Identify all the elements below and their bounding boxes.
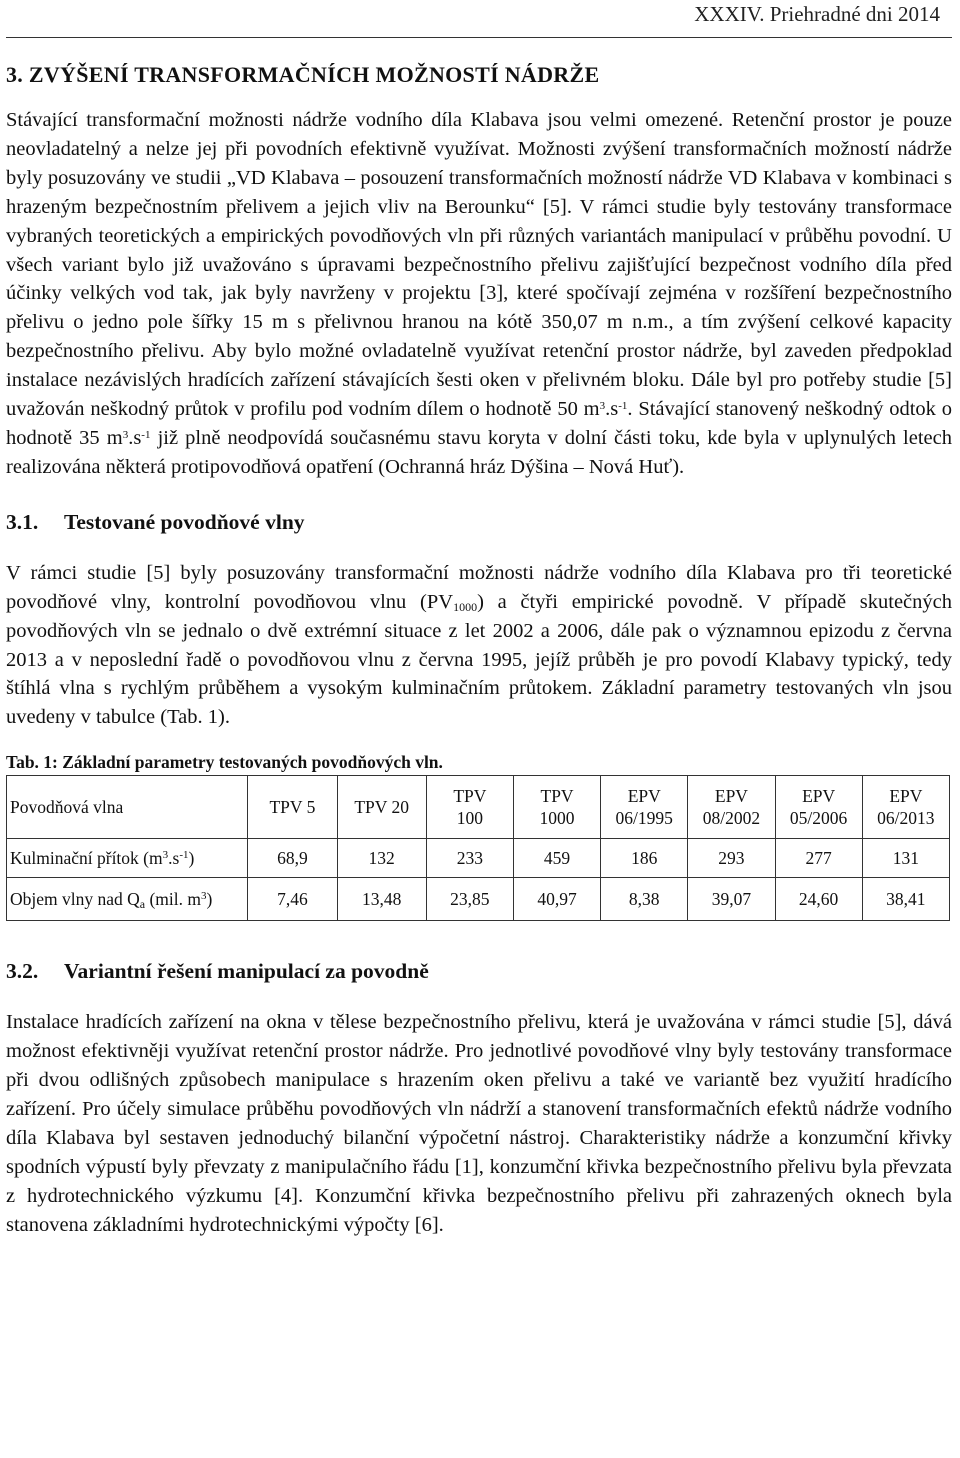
table-cell: 40,97 xyxy=(513,878,600,921)
header-line: 05/2006 xyxy=(789,808,848,829)
table-cell: 8,38 xyxy=(601,878,688,921)
header-line: 06/2013 xyxy=(877,808,935,829)
section-3-title: 3. ZVÝŠENÍ TRANSFORMAČNÍCH MOŽNOSTÍ NÁDRŽE xyxy=(6,62,600,87)
superscript: 3 xyxy=(201,890,207,903)
header-cell xyxy=(775,776,862,839)
table-cell: 293 xyxy=(688,839,775,878)
text-run: V rámci studie [5] byly posuzovány transformační možnosti nádrže vodního díla Klabava pro tři teoretické povodňové vlny, kontrolní povodňovou vlnu (PV xyxy=(6,561,952,613)
header-cell: TPV 20 xyxy=(337,776,426,839)
header-cell: TPV 5 xyxy=(248,776,337,839)
table-caption: Tab. 1: Základní parametry testovaných povodňových vln. xyxy=(6,752,443,773)
row-label xyxy=(7,878,248,921)
text-run: Stávající transformační možnosti nádrže vodního díla Klabava jsou velmi omezené. Retenční prostor je pouze neovladatelný a nelze jej při povodních efektivně využívat. Možnosti zvýšení transformačních možností nádrže byly posuzovány ve studii „VD Klabava – posouzení transformačních možností nádrže VD Klabava v kombinaci s hrazeným bezpečnostním přelivem a jejich vliv na Berounku“ [5]. V rámci studie byly testovány transformace vybraných teoretických a empirických povodňových vln při různých variantách manipulací v průběhu povodní. U všech variant bylo již uvažováno s úpravami bezpečnostního přelivu zajišťující bezpečnost vodního díla před účinky velkých vod tak, jak byly navrženy v projektu [3], které spočívají zejména v rozšíření bezpečnostního přelivu o jedno pole šířky 15 m s přelivnou hranou na kótě 350,07 m n.m., a tím zvýšení celkové kapacity bezpečnostního přelivu. Aby bylo možné ovladatelně využívat retenční prostor nádrže, byl zaveden předpoklad instalace nezávislých hradících zařízení stávajících šesti oken v přelivném bloku. Dále byl pro potřeby studie [5] uvažován neškodný průtok v profilu pod vodním dílem o hodnotě 50 m xyxy=(6,109,952,421)
header-line: TPV xyxy=(540,786,574,807)
table-cell: 132 xyxy=(337,839,426,878)
header-line: 06/1995 xyxy=(615,808,673,829)
table-cell: 24,60 xyxy=(775,878,862,921)
superscript: -1 xyxy=(141,428,151,441)
header-cell xyxy=(862,776,949,839)
table-cell: 39,07 xyxy=(688,878,775,921)
table-cell: 23,85 xyxy=(426,878,513,921)
table-cell: 131 xyxy=(862,839,949,878)
header-line: EPV xyxy=(889,786,923,807)
section-title: Testované povodňové vlny xyxy=(64,509,305,534)
table-cell: 459 xyxy=(513,839,600,878)
header-cell xyxy=(426,776,513,839)
header-line: 08/2002 xyxy=(702,808,761,829)
header-line: 100 xyxy=(456,808,483,829)
header-line: EPV xyxy=(802,786,836,807)
table-cell: 277 xyxy=(775,839,862,878)
table-row xyxy=(7,878,950,921)
header-cell xyxy=(688,776,775,839)
header-cell xyxy=(513,776,600,839)
text-run: .s xyxy=(128,426,142,449)
text-run: již plně neodpovídá současnému stavu koryta v dolní části toku, kde byla v uplynulých letech realizována některá protipovodňová opatření (Ochranná hráz Dýšina – Nová Huť). xyxy=(6,426,952,478)
table-cell: 186 xyxy=(601,839,688,878)
text-run: .s xyxy=(605,398,619,421)
text-run: ) xyxy=(188,848,195,869)
text-run: ) xyxy=(206,889,213,910)
header-cell xyxy=(601,776,688,839)
superscript: -1 xyxy=(179,849,189,862)
section-3-1-heading xyxy=(6,510,952,535)
subscript: 1000 xyxy=(453,599,478,614)
row-label xyxy=(7,839,248,878)
header-line: EPV xyxy=(714,786,748,807)
section-number: 3.2. xyxy=(6,959,39,984)
table-cell: 38,41 xyxy=(862,878,949,921)
subscript: a xyxy=(139,897,146,912)
text-run: Objem vlny nad Q xyxy=(10,889,140,910)
table-cell: 68,9 xyxy=(248,839,337,878)
table-header-row xyxy=(7,776,950,839)
header-rule xyxy=(6,37,952,38)
header-line: EPV xyxy=(627,786,661,807)
table-cell: 13,48 xyxy=(337,878,426,921)
section-3-1-paragraph xyxy=(6,559,952,732)
section-number: 3.1. xyxy=(6,509,39,534)
superscript: 3 xyxy=(122,428,129,441)
text-run: (mil. m xyxy=(145,889,202,910)
text-run: . Stávající stanovený neškodný odtok o hodnotě 35 m xyxy=(6,398,952,449)
section-title: Variantní řešení manipulací za povodně xyxy=(64,959,429,984)
flood-wave-parameters-table xyxy=(6,775,950,921)
section-3-2-heading xyxy=(6,959,952,984)
header-cell: Povodňová vlna xyxy=(7,776,248,839)
superscript: -1 xyxy=(618,400,628,413)
header-line: 1000 xyxy=(539,808,575,829)
header-line: TPV xyxy=(453,786,487,807)
table-row xyxy=(7,839,950,878)
table-cell: 233 xyxy=(426,839,513,878)
text-run: .s xyxy=(168,848,180,869)
superscript: 3 xyxy=(162,849,169,862)
text-run: Kulminační přítok (m xyxy=(10,848,163,869)
section-3-2-paragraph: Instalace hradících zařízení na okna v tělese bezpečnostního přelivu, která je uvažována v rámci studie [5], dává možnost efektivněji využívat retenční prostor nádrže. Pro jednotlivé povodňové vlny byly testovány transformace při dvou odlišných způsobech manipulace s hrazením oken přelivu a také ve variantě bez využití hradícího zařízení. Pro účely simulace průběhu povodňových vln nádrží a stanovení transformačních efektů nádrže vodního díla Klabava byl sestaven jednoduchý bilanční výpočetní nástroj. Charakteristiky nádrže a konzumční křivky spodních výpustí byly převzaty z manipulačního řádu [1], konzumční křivka bezpečnostního přelivu byla převzata z hydrotechnického výzkumu [4]. Konzumční křivka bezpečnostního přelivu při zahrazených oknech byla stanovena základními hydrotechnickými výpočty [6]. xyxy=(6,1011,952,1236)
table-cell: 7,46 xyxy=(248,878,337,921)
superscript: 3 xyxy=(599,400,606,413)
page-content xyxy=(6,62,952,1239)
text-run: ) a čtyři empirické povodně. V případě skutečných povodňových vln se jednalo o dvě extrémní situace z let 2002 a 2006, dále pak o významnou epizodu z června 2013 a v neposlední řadě o povodňovou vlnu z června 1995, jejíž průběh je pro povodí Klabavy typický, tedy štíhlá vlna s rychlým průběhem a vysokým kulminačním průtokem. Základní parametry testovaných vln jsou uvedeny v tabulce (Tab. 1). xyxy=(6,590,952,729)
running-header: XXXIV. Priehradné dni 2014 xyxy=(694,2,940,26)
section-3-paragraph xyxy=(6,106,952,482)
